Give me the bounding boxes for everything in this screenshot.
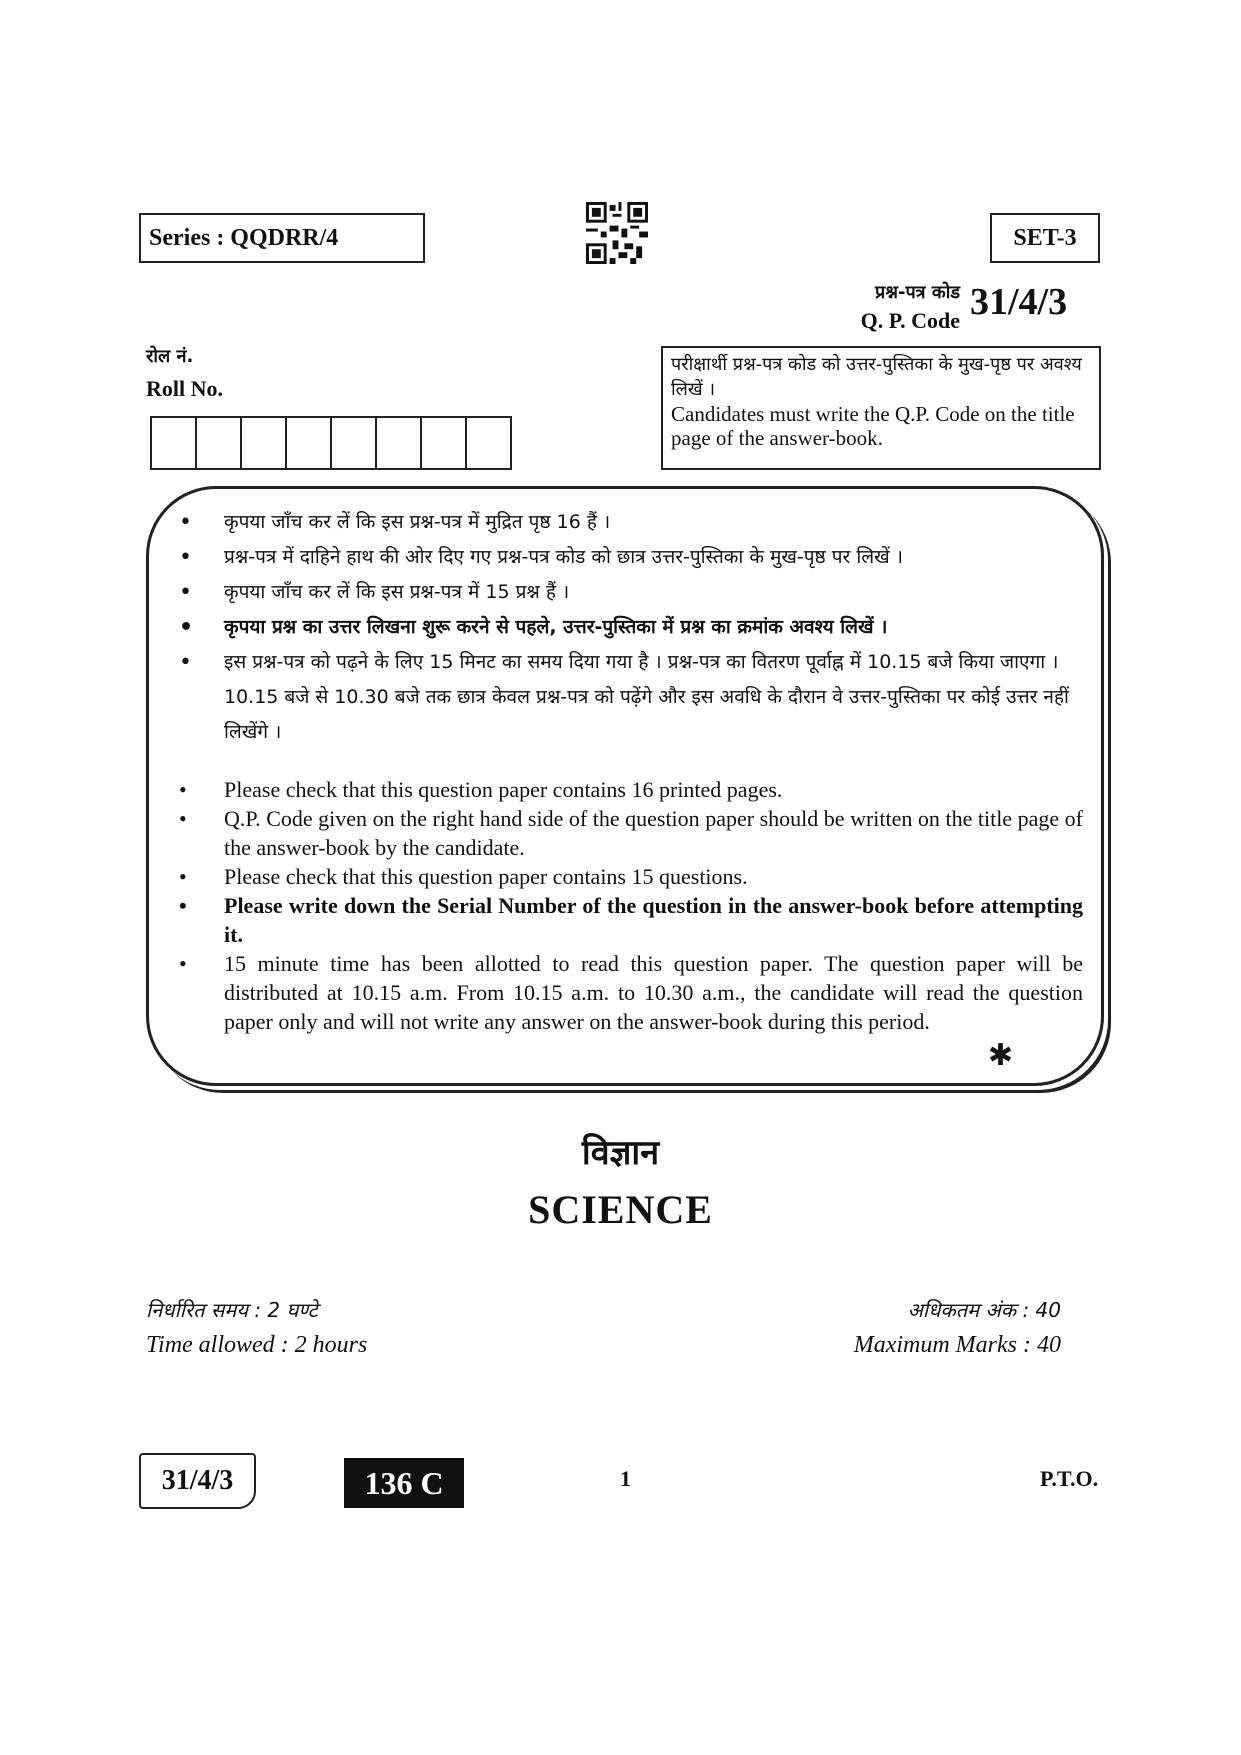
- roll-number-box[interactable]: [197, 418, 242, 468]
- time-allowed-hindi: निर्धारित समय : 2 घण्टे: [146, 1298, 318, 1322]
- pto-label: P.T.O.: [1040, 1466, 1099, 1491]
- roll-label: Roll No.: [146, 376, 223, 401]
- candidate-note-english: Candidates must write the Q.P. Code on the title page of the answer-book.: [671, 402, 1075, 450]
- roll-number-boxes[interactable]: [150, 416, 512, 470]
- maximum-marks-hindi: अधिकतम अंक : 40: [907, 1298, 1061, 1322]
- instruction-en-3: • Please check that this question paper contains 15 questions.: [149, 862, 1101, 891]
- instruction-hi-2: • प्रश्न-पत्र में दाहिने हाथ की ओर दिए गए प्रश्न-पत्र कोड को छात्र उत्तर-पुस्तिका के मुख-पृष्ठ पर लिखें ।: [149, 540, 1101, 575]
- roll-number-box[interactable]: [242, 418, 287, 468]
- star-icon: ✱: [987, 1038, 1013, 1073]
- instruction-hi-1: • कृपया जाँच कर लें कि इस प्रश्न-पत्र में मुद्रित पृष्ठ 16 हैं ।: [149, 505, 1101, 540]
- instructions-hindi: [149, 505, 1101, 750]
- roll-number-box[interactable]: [377, 418, 422, 468]
- instructions-box: [146, 486, 1104, 1086]
- qr-code-icon: [586, 202, 648, 264]
- maximum-marks: Maximum Marks : 40: [853, 1332, 1061, 1358]
- set-label: SET-3: [990, 213, 1100, 263]
- candidate-note-hindi: परीक्षार्थी प्रश्न-पत्र कोड को उत्तर-पुस्तिका के मुख-पृष्ठ पर अवश्य लिखें ।: [671, 354, 1082, 400]
- roll-number-box[interactable]: [467, 418, 512, 468]
- footer-badge: 136 C: [344, 1458, 464, 1508]
- qp-code: 31/4/3: [970, 281, 1068, 323]
- instruction-en-5: • 15 minute time has been allotted to read this question paper. The question paper will be distributed at 10.15 a.m. From 10.15 a.m. to 10.30 a.m., the candidate will read the question paper only and will not write any answer on the answer-book during this period.: [149, 949, 1101, 1036]
- page-number: 1: [620, 1466, 631, 1491]
- instruction-en-1: • Please check that this question paper contains 16 printed pages.: [149, 775, 1101, 804]
- time-allowed: Time allowed : 2 hours: [146, 1332, 368, 1358]
- candidate-note-box: [661, 346, 1101, 470]
- roll-number-box[interactable]: [152, 418, 197, 468]
- roll-number-box[interactable]: [332, 418, 377, 468]
- roll-number-box[interactable]: [287, 418, 332, 468]
- qp-code-label: Q. P. Code: [860, 308, 960, 333]
- subject-title-hindi: विज्ञान: [581, 1133, 660, 1173]
- instructions-english: [149, 775, 1101, 1036]
- roll-number-box[interactable]: [422, 418, 467, 468]
- footer-qp-code: 31/4/3: [139, 1453, 256, 1509]
- qp-code-label-hindi: प्रश्न-पत्र कोड: [875, 282, 960, 303]
- instruction-hi-3: • कृपया जाँच कर लें कि इस प्रश्न-पत्र में 15 प्रश्न हैं ।: [149, 575, 1101, 610]
- roll-label-hindi: रोल नं.: [146, 346, 194, 367]
- instruction-hi-4: • कृपया प्रश्न का उत्तर लिखना शुरू करने से पहले, उत्तर-पुस्तिका में प्रश्न का क्रमांक अवश्य लिखें ।: [149, 610, 1101, 645]
- instruction-hi-5: • इस प्रश्न-पत्र को पढ़ने के लिए 15 मिनट का समय दिया गया है । प्रश्न-पत्र का वितरण पूर्वाह्न में 10.15 बजे किया जाएगा । 10.15 बजे से 10.30 बजे तक छात्र केवल प्रश्न-पत्र को पढ़ेंगे और इस अवधि के दौरान वे उत्तर-पुस्तिका पर कोई उत्तर नहीं लिखेंगे ।: [149, 645, 1101, 750]
- instruction-en-2: • Q.P. Code given on the right hand side of the question paper should be written on the title page of the answer-book by the candidate.: [149, 804, 1101, 862]
- subject-title: SCIENCE: [528, 1187, 713, 1232]
- series-label: Series : QQDRR/4: [139, 213, 425, 263]
- instruction-en-4: • Please write down the Serial Number of the question in the answer-book before attempting it.: [149, 891, 1101, 949]
